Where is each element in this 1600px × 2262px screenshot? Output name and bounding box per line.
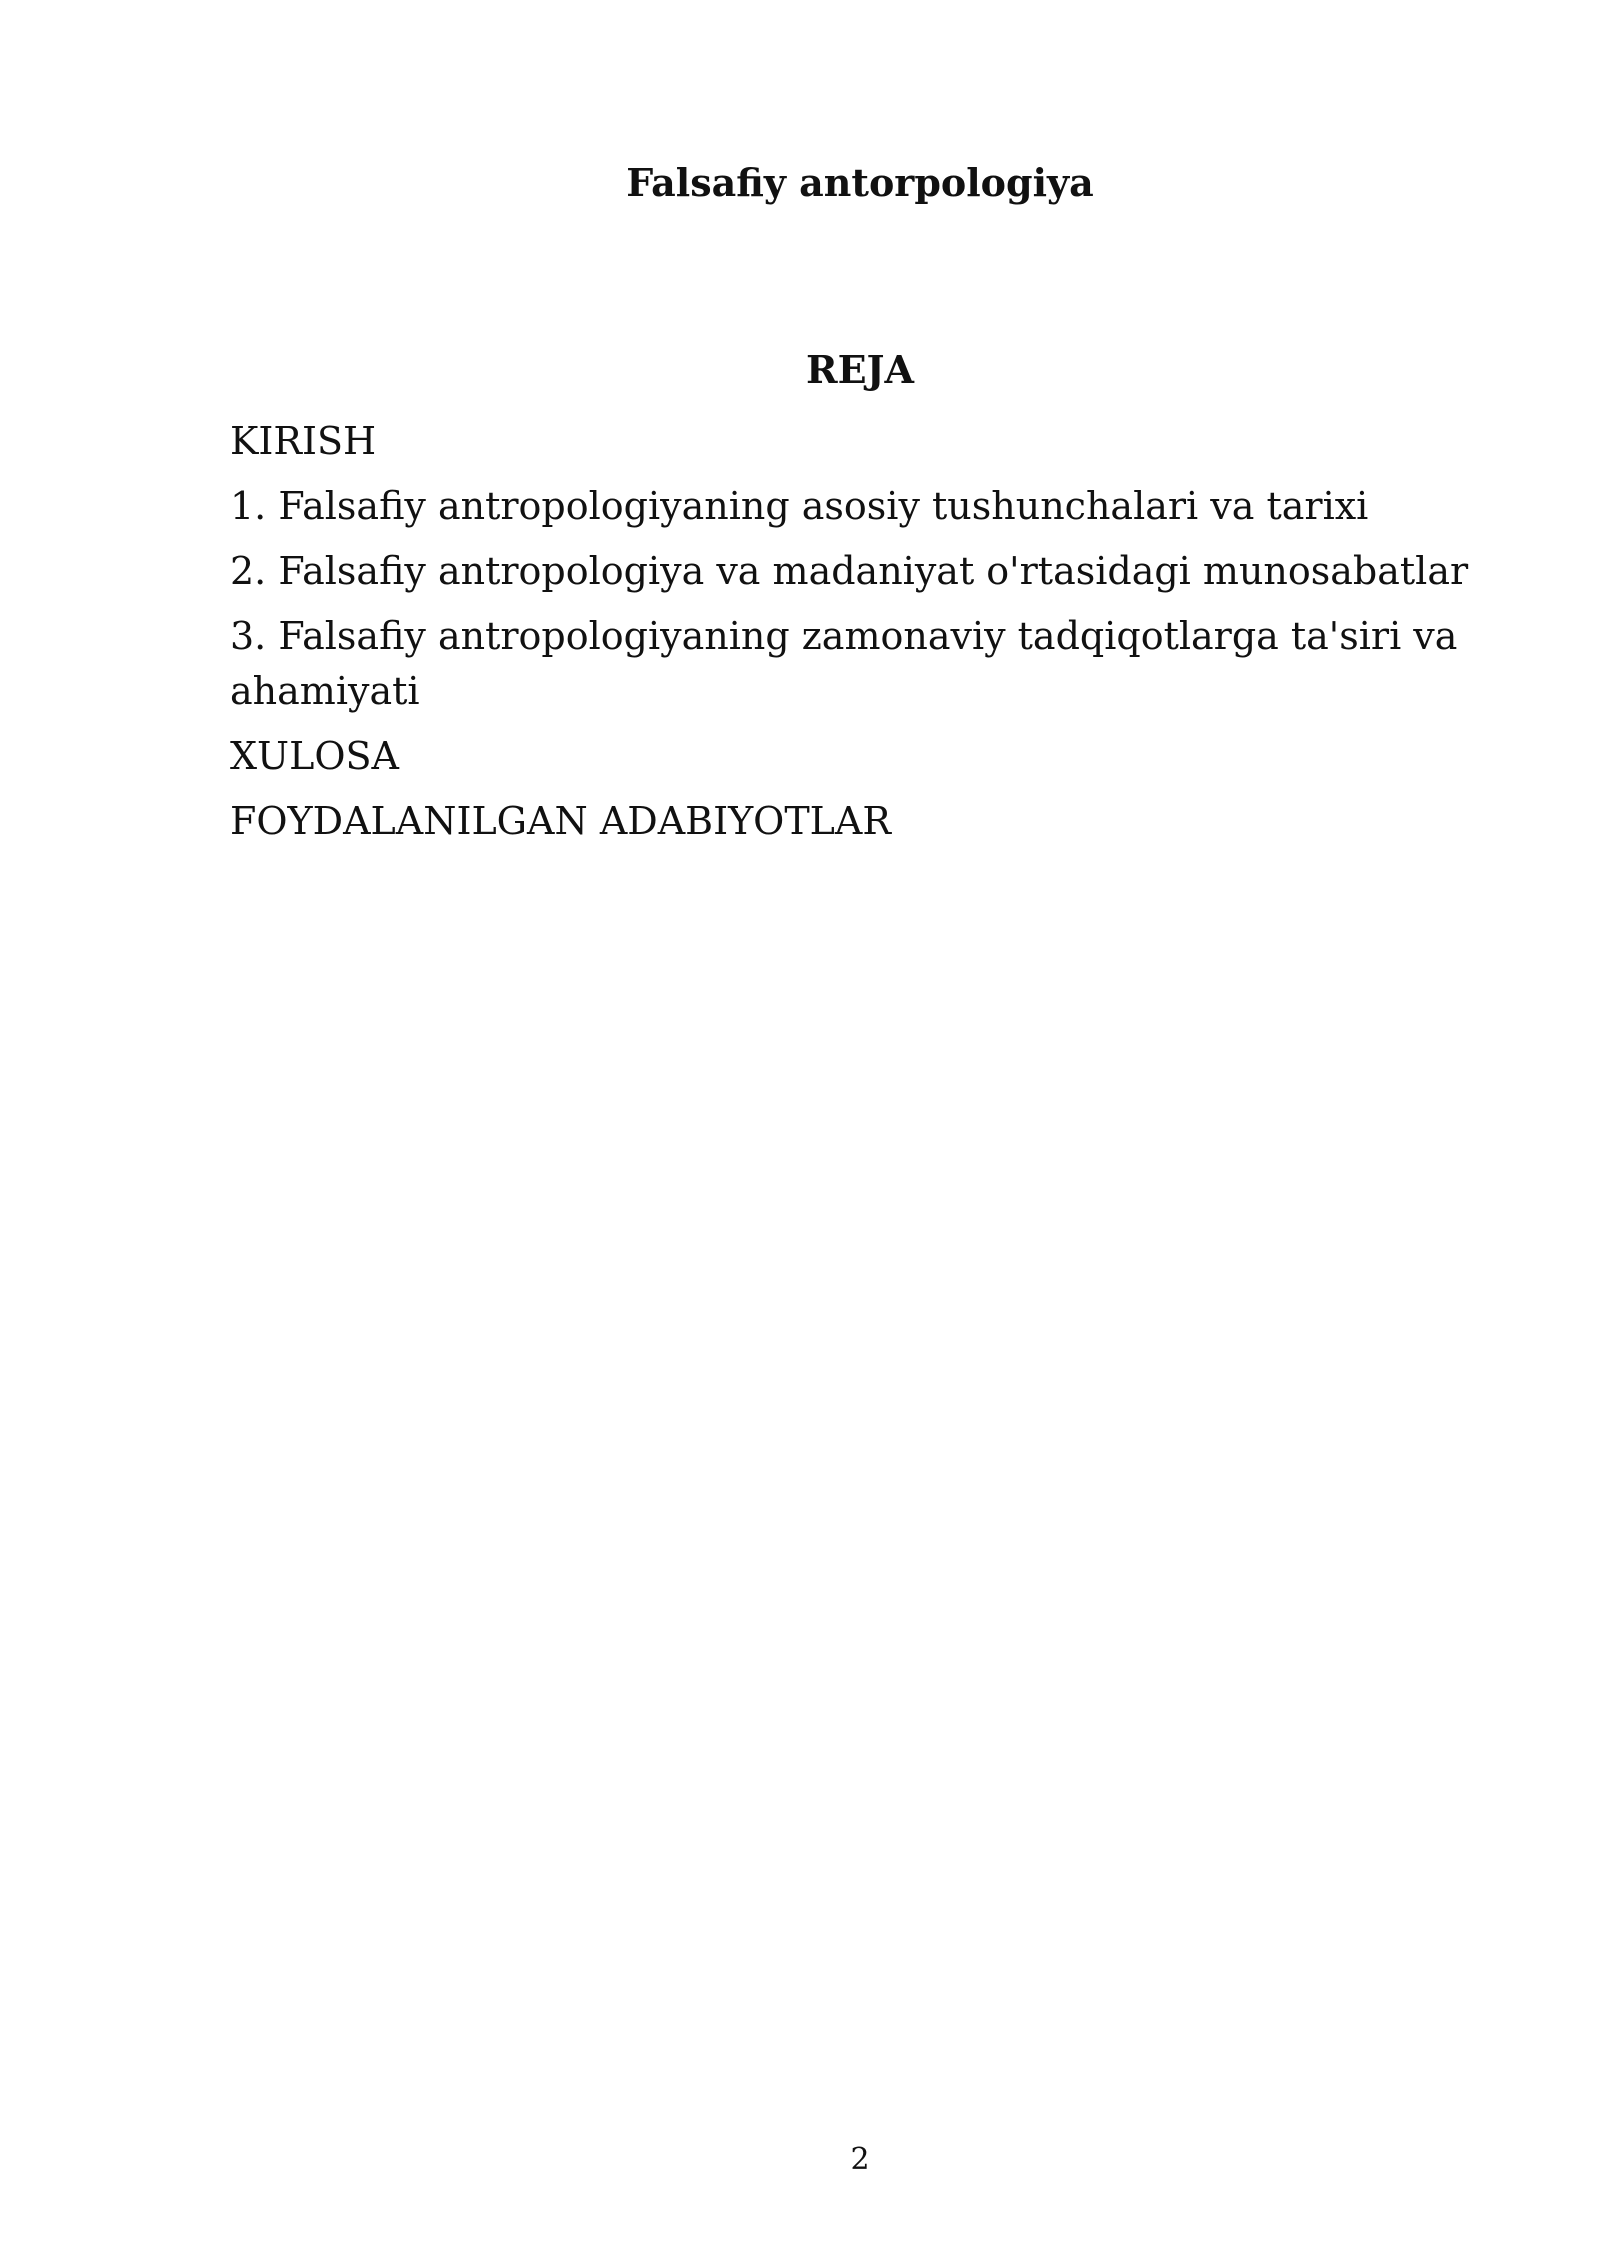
plan-item-conclusion: XULOSA: [230, 734, 399, 778]
plan-heading: REJA: [805, 347, 914, 392]
plan-item-references: FOYDALANILGAN ADABIYOTLAR: [230, 799, 891, 843]
plan-item-1: 1. Falsafiy antropologiyaning asosiy tushunchalari va tarixi: [230, 484, 1369, 528]
plan-list: [230, 414, 1480, 859]
page-number: 2: [850, 2142, 870, 2177]
plan-item-3: 3. Falsafiy antropologiyaning zamonaviy tadqiqotlarga ta'siri va ahamiyati: [230, 614, 1458, 713]
plan-item-introduction: KIRISH: [230, 419, 377, 463]
plan-item-2: 2. Falsafiy antropologiya va madaniyat o'rtasidagi munosabatlar: [230, 549, 1469, 593]
document-title: Falsafiy antorpologiya: [626, 160, 1094, 205]
